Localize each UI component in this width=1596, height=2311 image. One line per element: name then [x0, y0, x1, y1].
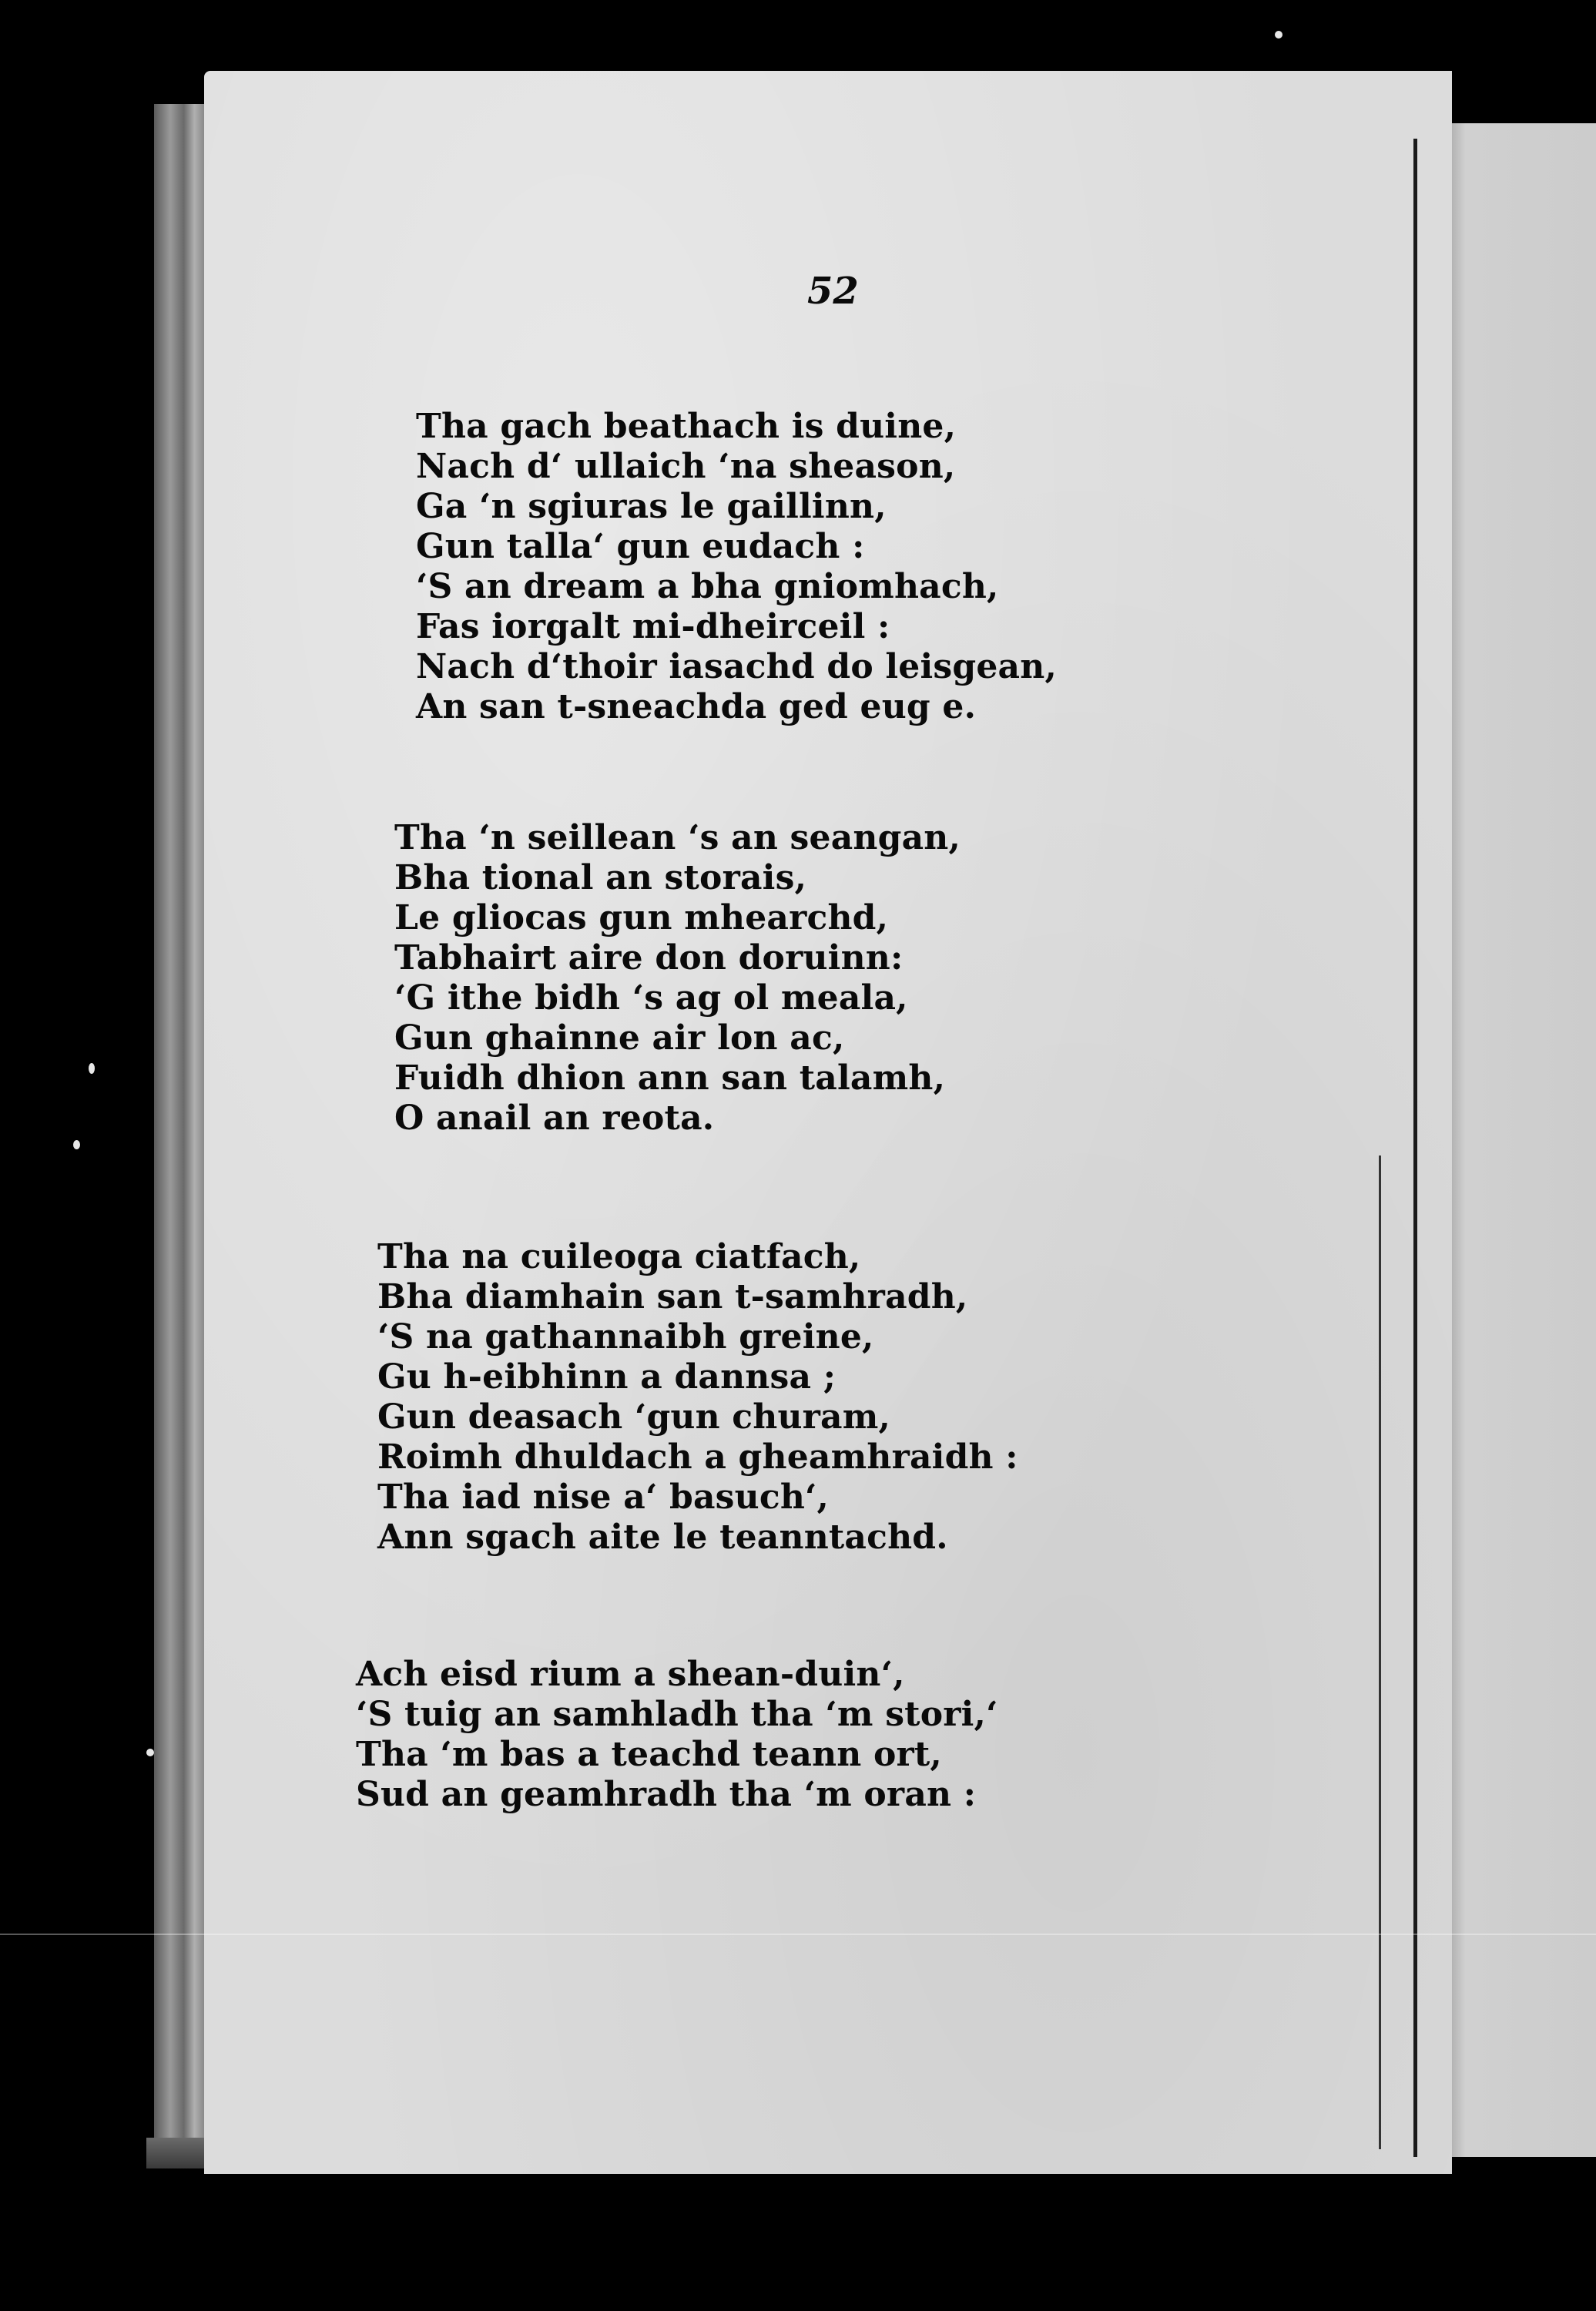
verse-line: Tha iad nise a‘ basuch‘, — [377, 1477, 830, 1517]
stanza-2 — [394, 818, 961, 1139]
verse-line: O anail an reota. — [394, 1098, 715, 1138]
verse-line: Tha na cuileoga ciatfach, — [377, 1237, 861, 1276]
stanza-4 — [356, 1655, 998, 1815]
verse-line: ‘S an dream a bha gniomhach, — [416, 567, 999, 606]
verse-line: ‘S tuig an samhladh tha ‘m stori,‘ — [356, 1695, 998, 1734]
verse-line: Ga ‘n sgiuras le gaillinn, — [416, 487, 887, 526]
scan-speck — [1275, 31, 1282, 39]
verse-line: Roimh dhuldach a gheamhraidh : — [377, 1437, 1018, 1477]
scan-speck — [73, 1140, 80, 1149]
gutter-crease — [1379, 1156, 1381, 2149]
verse-line: Tha gach beathach is duine, — [416, 407, 957, 446]
facing-page — [1433, 123, 1596, 2157]
verse-line: Ann sgach aite le teanntachd. — [377, 1518, 948, 1557]
verse-line: ‘S na gathannaibh greine, — [377, 1317, 874, 1357]
verse-line: Bha diamhain san t-samhradh, — [377, 1277, 968, 1316]
scan-artifact-line — [0, 1934, 1596, 1935]
verse-line: Tabhairt aire don doruinn: — [394, 938, 904, 978]
verse-line: Gu h-eibhinn a dannsa ; — [377, 1357, 837, 1397]
verse-line: Gun ghainne air lon ac, — [394, 1018, 845, 1058]
verse-line: Tha ‘m bas a teachd teann ort, — [356, 1735, 942, 1774]
stanza-3 — [377, 1237, 1018, 1558]
facing-page-glyphs — [1579, 1571, 1596, 1941]
verse-line: Le gliocas gun mhearchd, — [394, 898, 889, 937]
verse-line: Sud an geamhradh tha ‘m oran : — [356, 1775, 977, 1814]
verse-line: ‘G ithe bidh ‘s ag ol meala, — [394, 978, 908, 1018]
verse-line: Fas iorgalt mi-dheirceil : — [416, 607, 890, 646]
scan-speck — [89, 1063, 95, 1074]
stanza-1 — [416, 407, 1057, 727]
verse-line: Fuidh dhion ann san talamh, — [394, 1058, 946, 1098]
scan-speck — [146, 1749, 154, 1756]
verse-line: Ach eisd rium a shean-duin‘, — [356, 1655, 905, 1694]
verse-line: Bha tional an storais, — [394, 858, 807, 897]
verse-line: An san t-sneachda ged eug e. — [416, 687, 977, 726]
gutter-line — [1413, 139, 1417, 2157]
verse-line: Gun deasach ‘gun churam, — [377, 1397, 891, 1437]
verse-line: Nach d‘ ullaich ‘na sheason, — [416, 447, 956, 486]
page-edge-stack — [154, 104, 208, 2138]
verse-line: Nach d‘thoir iasachd do leisgean, — [416, 647, 1057, 686]
verse-line: Gun talla‘ gun eudach : — [416, 527, 865, 566]
verse-line: Tha ‘n seillean ‘s an seangan, — [394, 818, 961, 857]
page-number: 52 — [807, 270, 859, 313]
